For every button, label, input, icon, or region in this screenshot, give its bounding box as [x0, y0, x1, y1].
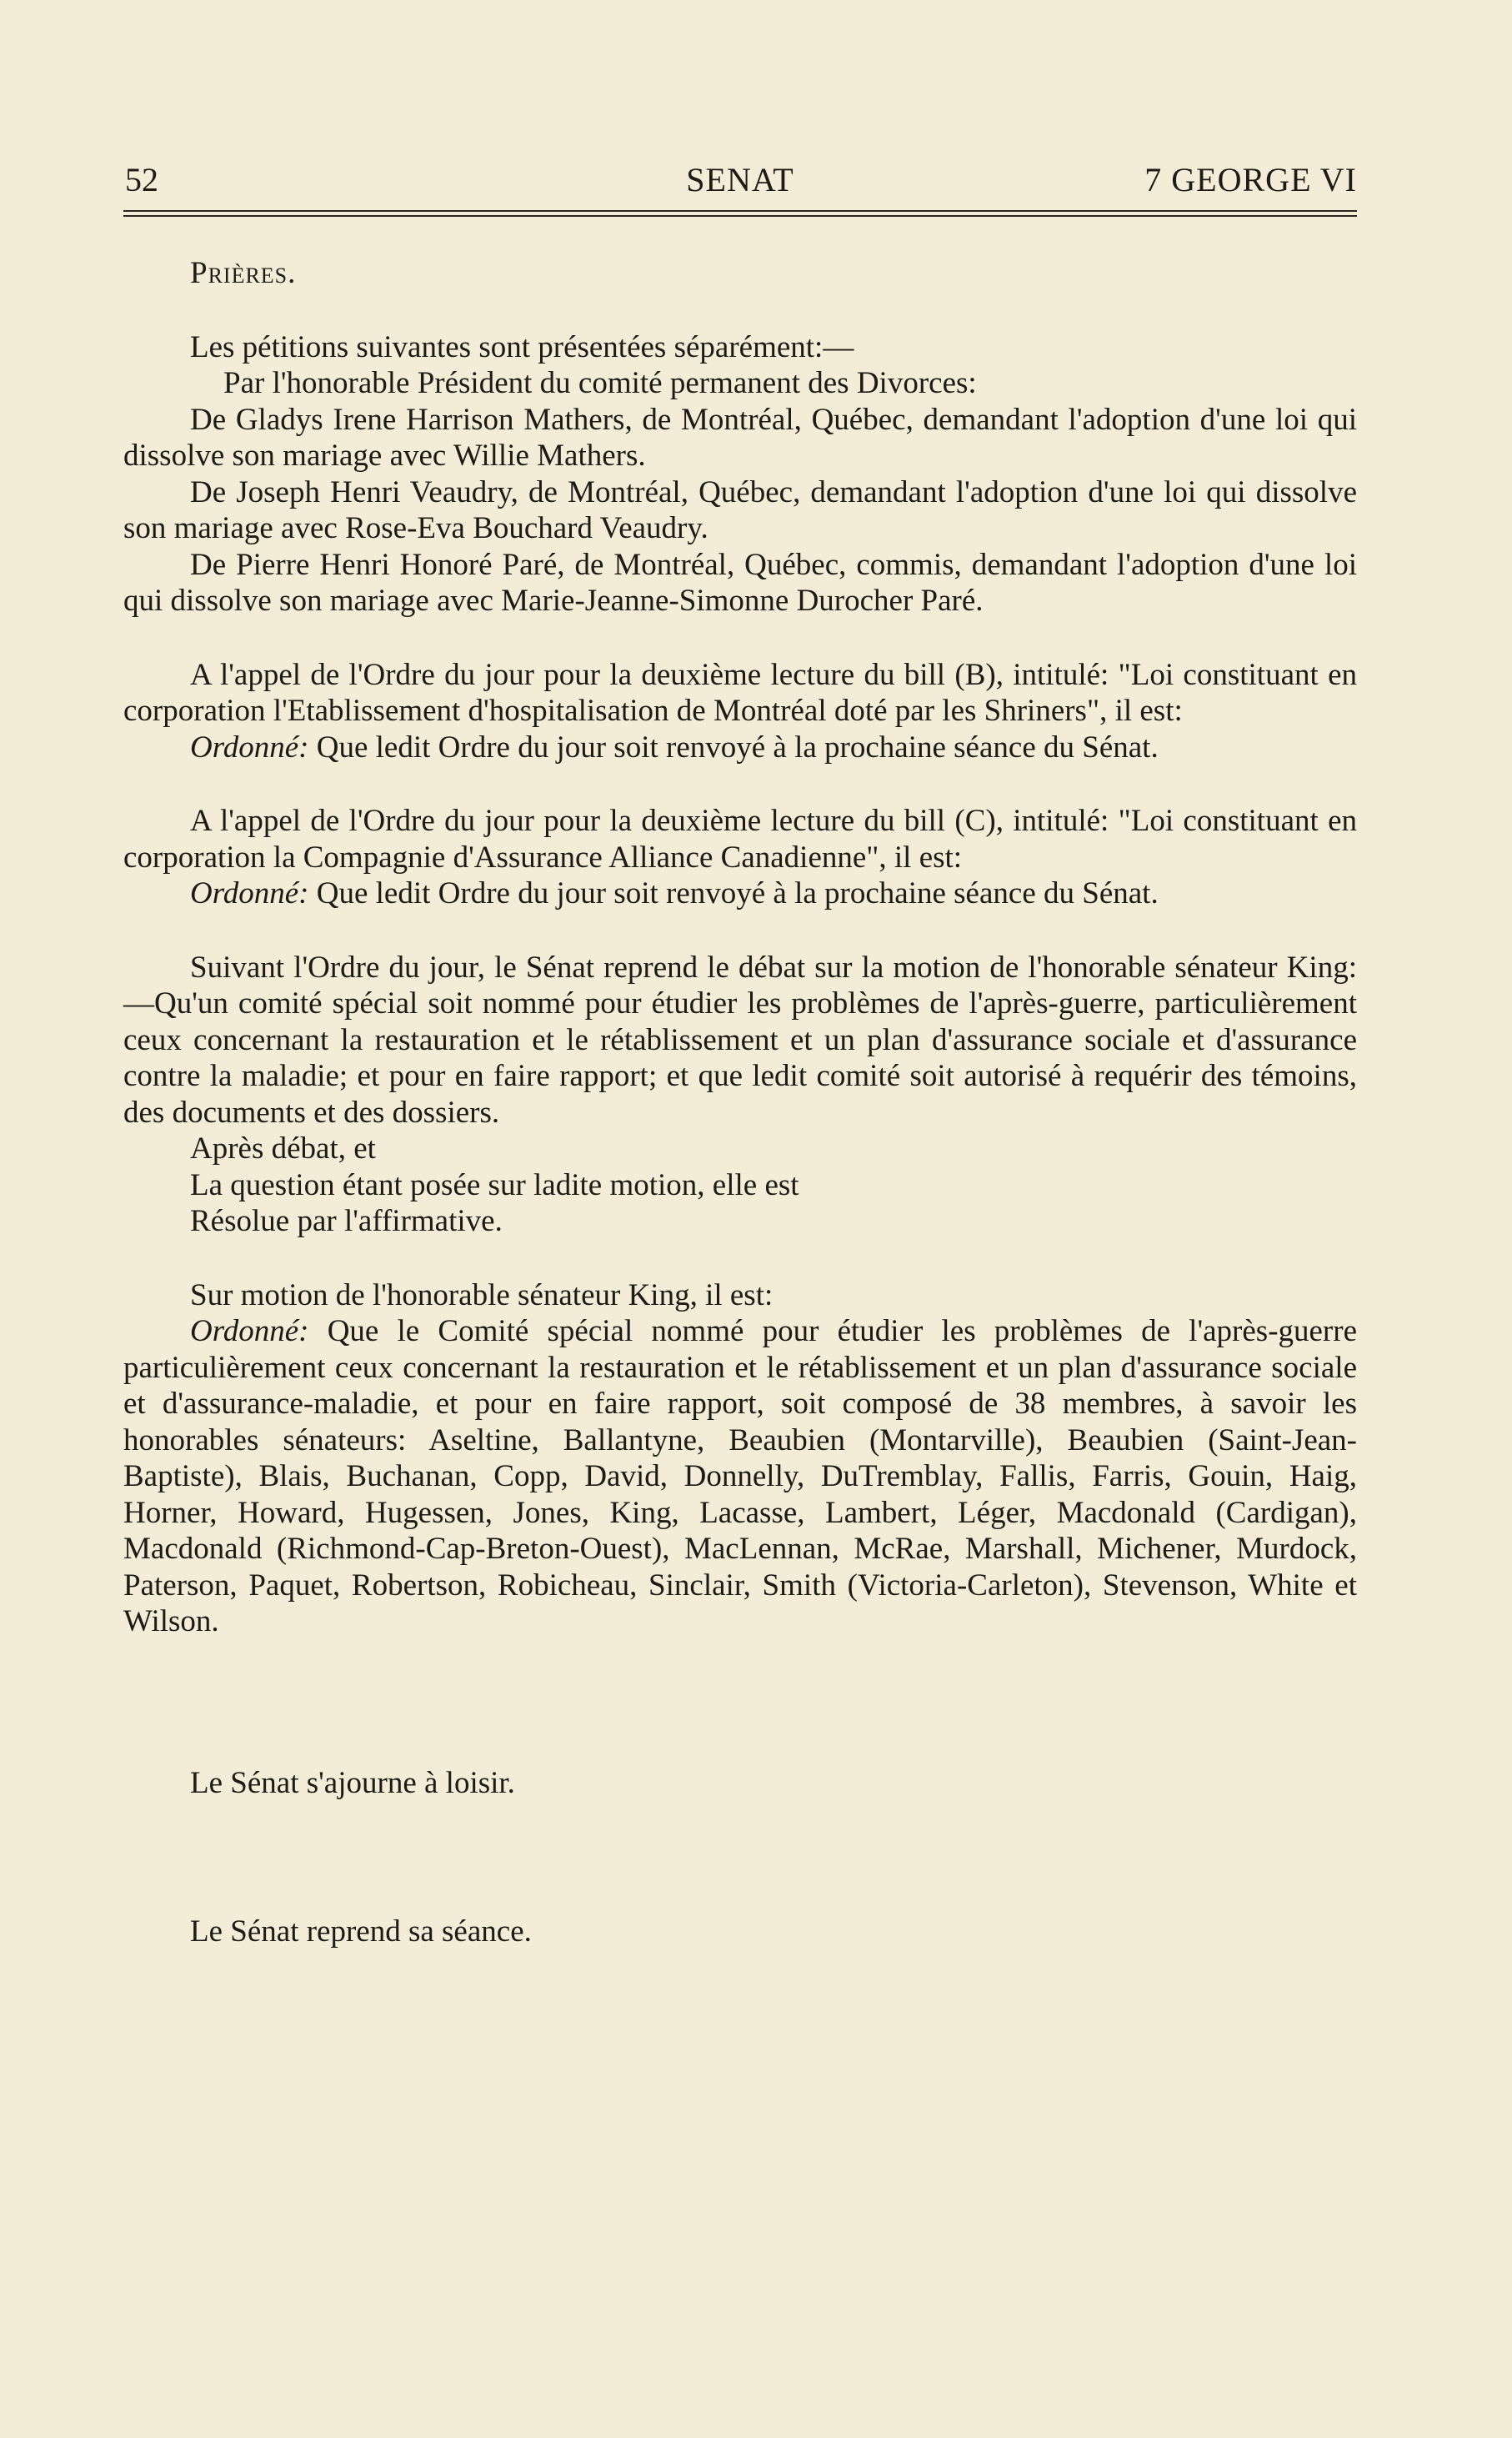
order-text: Que ledit Ordre du jour soit renvoyé à la prochaine séance du Sénat. — [316, 730, 1159, 765]
debate-paragraph: Suivant l'Ordre du jour, le Sénat reprend le débat sur la motion de l'honorable sénateur King:—Qu'un comité spécial soit nommé pour étudier les problèmes de l'après-guerre, particulièrement ceux concernant la restauration et le rétablissement et un plan d'assurance sociale et d'assurance contre la maladie; et pour en faire rapport; et que ledit comité soit autorisé à requérir des témoins, des documents et des dossiers. — [123, 950, 1357, 1130]
header-session: 7 GEORGE VI — [1144, 161, 1357, 198]
committee-order-text: Que le Comité spécial nommé pour étudier les problèmes de l'après-guerre particulièrement ceux concernant la restauration et le rétablissement et un plan d'assurance sociale et d'assurance-maladie, et pour en faire rapport, soit composé de 38 membres, à savoir les honorables sénateurs: Aseltine, Ballantyne, Beaubien (Montarville), Beaubien (Saint-Jean-Baptiste), Blais, Buchanan, Copp, David, Donnelly, DuTremblay, Fallis, Farris, Gouin, Haig, Horner, Howard, Hugessen, Jones, King, Lacasse, Lambert, Léger, Macdonald (Cardigan), Macdonald (Richmond-Cap-Breton-Ouest), MacLennan, McRae, Marshall, Michener, Murdock, Paterson, Paquet, Robertson, Robicheau, Sinclair, Smith (Victoria-Carleton), Stevenson, White et Wilson. — [123, 1314, 1357, 1638]
adjourn-line: Le Sénat s'ajourne à loisir. — [190, 1765, 515, 1800]
question-put: La question étant posée sur ladite motion, elle est — [190, 1167, 799, 1202]
page-number: 52 — [125, 161, 158, 198]
petition-item: De Gladys Irene Harrison Mathers, de Montréal, Québec, demandant l'adoption d'une loi qui dissolve son mariage avec Willie Mathers. — [123, 402, 1357, 473]
ordered-label: Ordonné: — [190, 876, 309, 910]
body-text — [123, 255, 1357, 1950]
order-text: Que ledit Ordre du jour soit renvoyé à la prochaine séance du Sénat. — [316, 876, 1159, 910]
order-paragraph — [123, 875, 1357, 912]
after-debate: Après débat, et — [190, 1131, 376, 1166]
header-title: SENAT — [686, 161, 794, 198]
prayers-heading: Prières. — [190, 256, 297, 290]
resume-line: Le Sénat reprend sa séance. — [190, 1914, 532, 1949]
petition-item: De Pierre Henri Honoré Paré, de Montréal, Québec, commis, demandant l'adoption d'une loi qui dissolve son mariage avec Marie-Jeanne-Simonne Durocher Paré. — [123, 547, 1357, 618]
header-rule — [123, 210, 1357, 217]
petitions-by: Par l'honorable Président du comité permanent des Divorces: — [223, 366, 977, 400]
petition-item: De Joseph Henri Veaudry, de Montréal, Québec, demandant l'adoption d'une loi qui dissolve son mariage avec Rose-Eva Bouchard Veaudry. — [123, 474, 1357, 545]
resolved: Résolue par l'affirmative. — [190, 1204, 503, 1238]
bill-b-paragraph: A l'appel de l'Ordre du jour pour la deuxième lecture du bill (B), intitulé: "Loi constituant en corporation l'Etablissement d'hospitalisation de Montréal doté par les Shriners", il est: — [123, 657, 1357, 728]
ordered-label: Ordonné: — [190, 730, 309, 765]
running-header — [123, 150, 1357, 208]
committee-order-paragraph — [123, 1313, 1357, 1640]
document-page — [123, 150, 1357, 1950]
bill-c-paragraph: A l'appel de l'Ordre du jour pour la deuxième lecture du bill (C), intitulé: "Loi constituant en corporation la Compagnie d'Assurance Alliance Canadienne", il est: — [123, 804, 1357, 875]
order-paragraph — [123, 730, 1357, 766]
ordered-label: Ordonné: — [190, 1314, 309, 1348]
petitions-intro: Les pétitions suivantes sont présentées séparément:— — [190, 329, 854, 364]
motion-king: Sur motion de l'honorable sénateur King, il est: — [190, 1277, 774, 1312]
